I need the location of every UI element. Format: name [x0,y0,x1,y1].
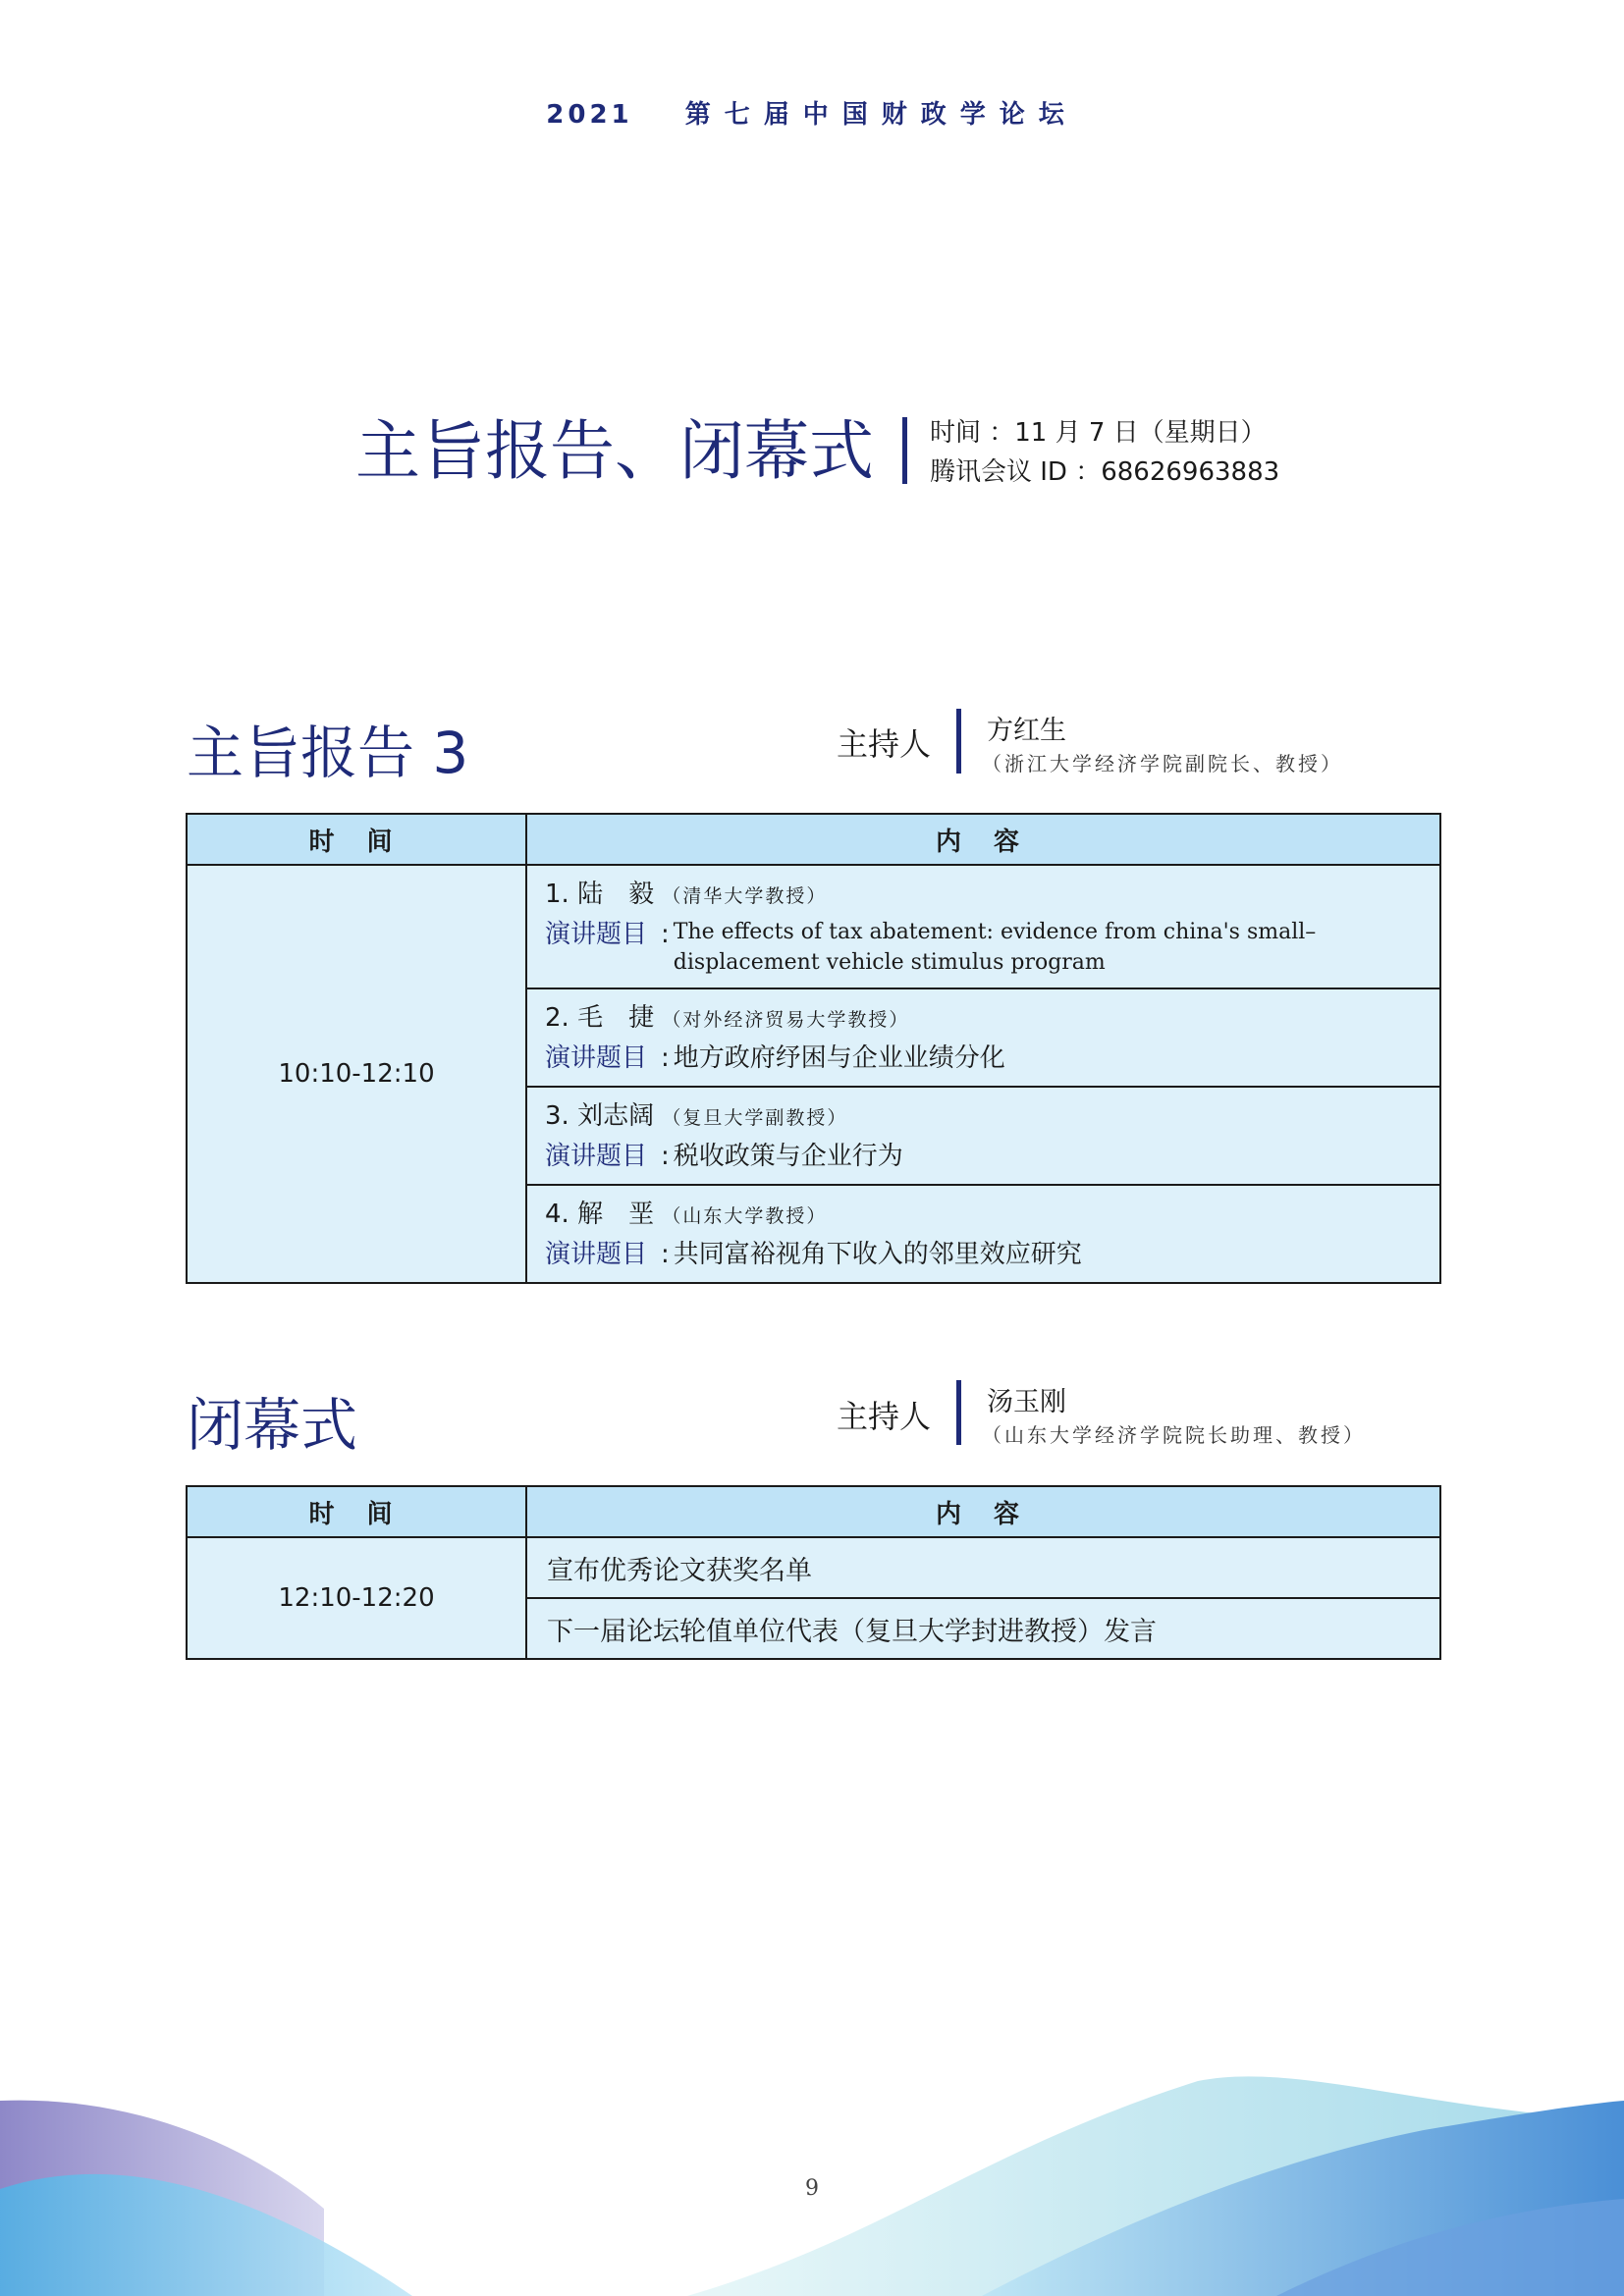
table-header-row [187,1486,1440,1537]
keynote-host-divider [956,709,961,774]
speaker-cell [526,1087,1440,1185]
topic-label: 演讲题目 [545,920,648,949]
session-time: 时间 ：11 月 7 日（星期日） [930,418,1267,448]
speaker-line [545,999,1439,1039]
closing-host-role: （山东大学经济学院院长助理、教授） [982,1423,1366,1447]
topic-line [545,917,1439,978]
time-cell: 12:10-12:20 [187,1537,526,1659]
title-divider [902,417,907,484]
header-year: 2021 [546,100,633,130]
table-row [187,1537,1440,1598]
keynote-host-name: 方红生 [987,716,1066,746]
speaker-line [545,1196,1439,1235]
speaker-name: 2. 毛 捷 [545,1003,655,1033]
topic-label: 演讲题目 [545,1043,648,1073]
closing-host-divider [956,1380,961,1445]
topic-colon: : [661,1043,670,1073]
topic-title: 税收政策与企业行为 [673,1142,903,1171]
speaker-name: 3. 刘志阔 [545,1101,655,1131]
meeting-id: 腾讯会议 ID ：68626963883 [930,457,1280,487]
column-header-content: 内 容 [526,1486,1440,1537]
column-header-time: 时 间 [187,1486,526,1537]
topic-title: The effects of tax abatement: evidence from china's small–displacement vehicle stimulus program [673,920,1317,975]
speaker-affiliation: （对外经济贸易大学教授） [662,1009,910,1031]
topic-label: 演讲题目 [545,1240,648,1269]
topic-line [545,1041,1439,1076]
table-header-row [187,814,1440,865]
speaker-line [545,1097,1439,1137]
speaker-cell [526,1185,1440,1283]
agenda-item: 下一届论坛轮值单位代表（复旦大学封进教授）发言 [526,1598,1440,1659]
decorative-waves [0,2042,1624,2296]
topic-line [545,1237,1439,1272]
speaker-cell [526,865,1440,988]
speaker-affiliation: （山东大学教授） [662,1205,828,1227]
keynote-title: 主旨报告 3 [187,720,469,786]
topic-title: 共同富裕视角下收入的邻里效应研究 [673,1240,1082,1269]
keynote-host-label: 主持人 [837,725,932,763]
closing-host-name: 汤玉刚 [987,1387,1066,1417]
table-row [187,865,1440,988]
topic-line [545,1139,1439,1174]
column-header-content: 内 容 [526,814,1440,865]
page-title: 主旨报告、闭幕式 [355,413,874,489]
closing-host-label: 主持人 [837,1398,932,1435]
keynote-host-role: （浙江大学经济学院副院长、教授） [982,752,1343,775]
topic-title: 地方政府纾困与企业业绩分化 [673,1043,1005,1073]
running-header [0,94,1624,131]
closing-schedule-table [186,1485,1441,1660]
agenda-item: 宣布优秀论文获奖名单 [526,1537,1440,1598]
keynote-schedule-table [186,813,1441,1284]
speaker-name: 4. 解 垩 [545,1200,655,1229]
page-number: 9 [805,2176,819,2201]
speaker-name: 1. 陆 毅 [545,880,655,909]
topic-colon: : [661,1240,670,1269]
header-forum-name: 第七届中国财政学论坛 [684,100,1078,130]
column-header-time: 时 间 [187,814,526,865]
closing-title: 闭幕式 [187,1392,358,1459]
time-cell: 10:10-12:10 [187,865,526,1283]
speaker-cell [526,988,1440,1087]
speaker-affiliation: （清华大学教授） [662,885,828,907]
topic-colon: : [661,1142,670,1171]
speaker-affiliation: （复旦大学副教授） [662,1107,848,1129]
session-info [930,413,1279,492]
topic-colon: : [661,920,670,949]
topic-label: 演讲题目 [545,1142,648,1171]
speaker-line [545,876,1439,915]
